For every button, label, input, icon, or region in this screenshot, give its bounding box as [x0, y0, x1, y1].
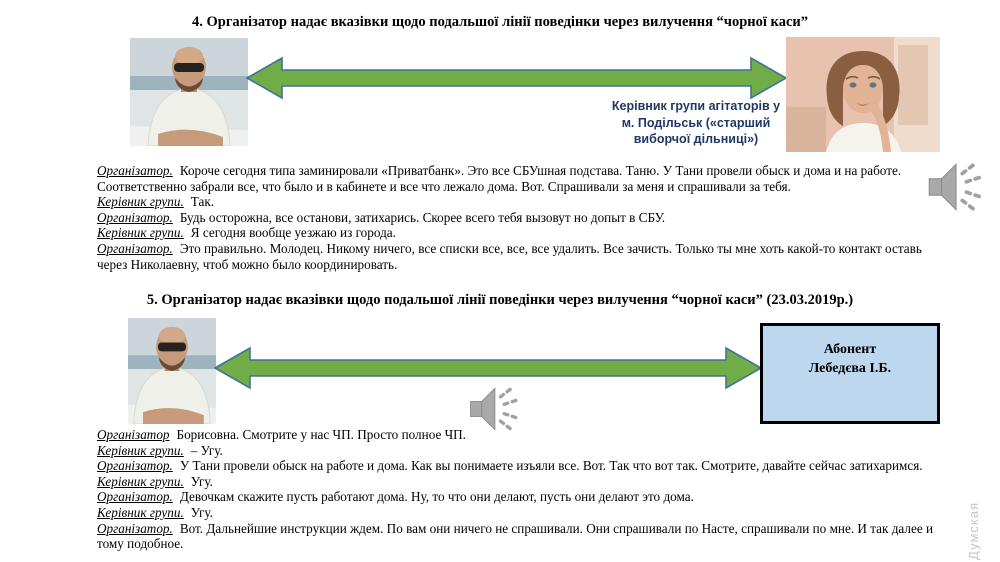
speaker-label: Організатор. — [97, 489, 173, 505]
speaker-label: Керівник групи. — [97, 473, 184, 489]
utterance-text: Вот. Дальнейшие инструкции ждем. По вам они ничего не спрашивали. Они спрашивали по Насте, спрашивали по мне. И так далее и тому подобное. — [97, 520, 934, 552]
dialogue-section-4 — [97, 163, 942, 272]
subscriber-box-line-1: Абонент — [823, 342, 877, 357]
dialogue-line — [97, 521, 942, 552]
utterance-text: Короче сегодня типа заминировали «Приватбанк». Это все СБУшная подстава. Таню. У Тани провели обыск и дома и на работе. Соответственно забрали все, что было и в кабинете и все что лежало дома. Вот. Спрашивали за меня и спрашивали за тебя. — [97, 163, 902, 194]
dialogue-line — [97, 458, 942, 474]
utterance-text: Это правильно. Молодец. Никому ничего, все списки все, все, все удалить. Все зачисть. Только ты мне хоть какой-то контакт оставь через Николаевну, чтоб можно было координировать. — [97, 240, 922, 272]
dialogue-line — [97, 210, 942, 226]
photo-group-leader-image — [786, 37, 940, 152]
dialogue-line — [97, 241, 942, 272]
photo-organizer-2 — [128, 318, 216, 424]
speaker-label: Організатор. — [97, 520, 173, 536]
dialogue-line — [97, 427, 942, 443]
double-arrow-section-4 — [246, 56, 787, 100]
utterance-text: Так. — [190, 194, 215, 210]
dialogue-line — [97, 505, 942, 521]
photo-group-leader — [786, 37, 940, 152]
speaker-label: Керівник групи. — [97, 225, 184, 241]
double-arrow-shape — [246, 56, 787, 100]
group-leader-caption — [600, 98, 792, 148]
utterance-text: У Тани провели обыск на работе и дома. Как вы понимаете изъяли все. Вот. Так что вот так. Смотрите, давайте сейчас затихаримся. — [179, 458, 923, 474]
dialogue-line — [97, 443, 942, 459]
utterance-text: Угу. — [190, 473, 213, 489]
speaker-label: Організатор. — [97, 209, 173, 225]
utterance-text: Девочкам скажите пусть работают дома. Ну, то что они делают, пусть они делают это дома. — [179, 489, 694, 505]
photo-organizer — [130, 38, 248, 146]
caption-line-3: виборчої дільниці») — [633, 132, 759, 146]
dialogue-line — [97, 163, 942, 194]
subscriber-box — [760, 323, 940, 424]
caption-line-2: м. Подільськ («старший — [621, 115, 771, 130]
photo-organizer-2-image — [128, 318, 216, 424]
dialogue-line — [97, 194, 942, 210]
speaker-label: Керівник групи. — [97, 442, 184, 458]
subscriber-box-line-2: Лебедєва І.Б. — [808, 361, 892, 376]
speaker-label: Організатор. — [97, 163, 173, 178]
utterance-text: Будь осторожна, все останови, затихарись. Скорее всего тебя вызовут но допыт в СБУ. — [179, 209, 666, 225]
photo-organizer-image — [130, 38, 248, 146]
dialogue-line — [97, 225, 942, 241]
section-5-title: 5. Організатор надає вказівки щодо подальшої лінії поведінки через вилучення “чорної каси” (23.03.2019р.) — [146, 292, 854, 308]
utterance-text: Я сегодня вообще уезжаю из города. — [190, 225, 396, 241]
utterance-text: Угу. — [190, 504, 213, 520]
dialogue-section-5 — [97, 427, 942, 552]
dialogue-line — [97, 489, 942, 505]
caption-line-1: Керівник групи агітаторів у — [611, 99, 781, 113]
speaker-label: Організатор — [97, 427, 170, 442]
utterance-text: – Угу. — [190, 442, 223, 458]
section-4-title: 4. Організатор надає вказівки щодо подальшої лінії поведінки через вилучення “чорної каси” — [191, 14, 808, 30]
speaker-label: Організатор. — [97, 240, 173, 256]
watermark: Думская — [966, 501, 981, 560]
speaker-label: Керівник групи. — [97, 504, 184, 520]
speaker-label: Організатор. — [97, 458, 173, 474]
utterance-text: Борисовна. Смотрите у нас ЧП. Просто полное ЧП. — [176, 427, 466, 442]
speaker-label: Керівник групи. — [97, 194, 184, 210]
dialogue-line — [97, 474, 942, 490]
